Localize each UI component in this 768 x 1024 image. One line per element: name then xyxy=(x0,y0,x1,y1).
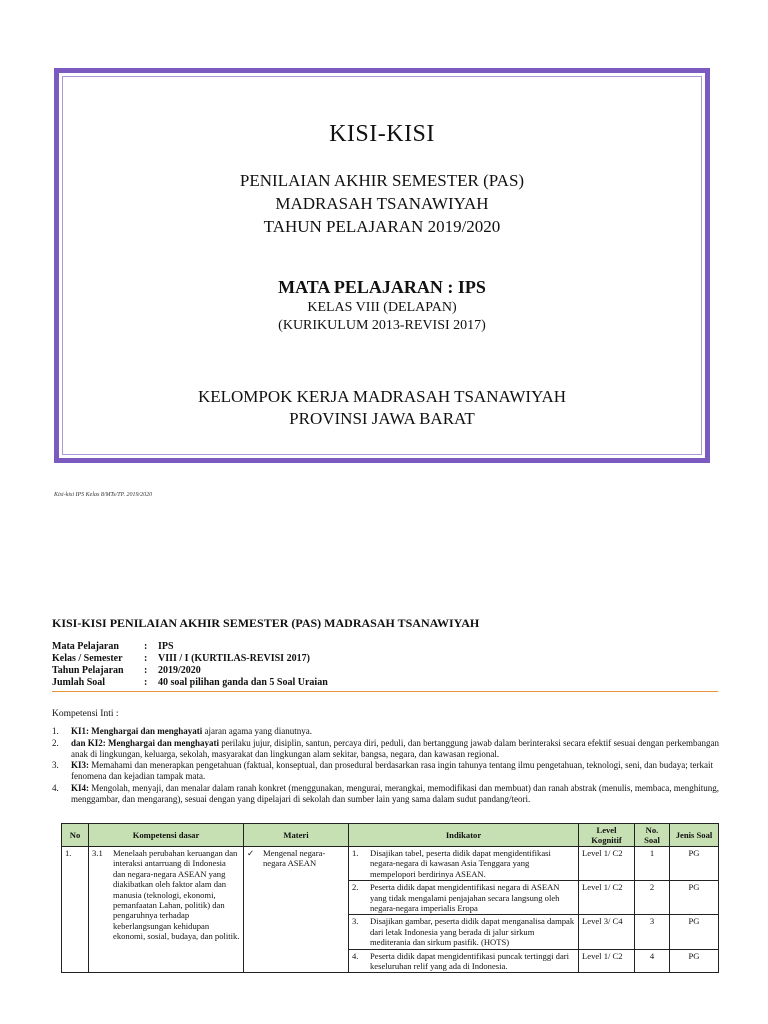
cell-level: Level 1/ C2 xyxy=(579,847,635,881)
ki-item xyxy=(52,783,720,805)
indicator-text: Peserta didik dapat mengidentifikasi negara di ASEAN yang tidak mengalami penjajahan secara langsung oleh negara-negara imperialis Eropa xyxy=(370,882,560,914)
ki-number: 4. xyxy=(52,782,59,793)
checkmark-icon: ✓ xyxy=(247,848,255,858)
col-header-no: No xyxy=(62,824,89,847)
meta-colon: : xyxy=(144,641,148,652)
document-meta xyxy=(52,641,328,689)
cell-jenis: PG xyxy=(670,847,719,881)
col-header-kd: Kompetensi dasar xyxy=(89,824,244,847)
indicator-number: 4. xyxy=(352,950,359,961)
meta-row xyxy=(52,665,328,677)
cell-nosoal: 3 xyxy=(635,915,670,949)
indicator-number: 1. xyxy=(352,848,359,858)
cell-level: Level 1/ C2 xyxy=(579,881,635,915)
materi-text: Mengenal negara-negara ASEAN xyxy=(263,848,326,869)
meta-key: Mata Pelajaran xyxy=(52,641,119,652)
meta-value: 2019/2020 xyxy=(158,665,201,676)
indicator-number: 3. xyxy=(352,916,359,927)
ki-number: 2. xyxy=(52,737,59,748)
cover-subject: MATA PELAJARAN : IPS xyxy=(278,277,486,297)
ki-item xyxy=(52,760,720,782)
cover-subtitle-line: MADRASAH TSANAWIYAH xyxy=(275,194,489,213)
ki-text: ajaran agama yang dianutnya. xyxy=(202,726,312,736)
cover-title: KISI-KISI xyxy=(329,121,435,147)
col-header-level: Level Kognitif xyxy=(579,824,635,847)
cell-jenis: PG xyxy=(670,949,719,973)
cover-frame xyxy=(54,68,710,463)
indicator-text: Peserta didik dapat mengidentifikasi puncak tertinggi dari keseluruhan relif yang ada di Indonesia. xyxy=(370,950,570,972)
cell-no: 1. xyxy=(62,847,89,973)
ki-bold: KI1: Menghargai dan menghayati xyxy=(71,726,203,736)
cell-level: Level 1/ C2 xyxy=(579,949,635,973)
table-row xyxy=(62,847,719,881)
cover-org-line: KELOMPOK KERJA MADRASAH TSANAWIYAH xyxy=(197,387,567,406)
cell-level: Level 3/ C4 xyxy=(579,915,635,949)
cover-subtitle-line: TAHUN PELAJARAN 2019/2020 xyxy=(263,217,501,236)
cover-org-line: PROVINSI JAWA BARAT xyxy=(289,409,475,428)
table-header-row xyxy=(62,824,719,847)
meta-key: Kelas / Semester xyxy=(52,653,123,664)
meta-row xyxy=(52,677,328,689)
col-header-indikator: Indikator xyxy=(349,824,579,847)
indicator-number: 2. xyxy=(352,882,359,893)
cover-class xyxy=(59,299,705,335)
cell-indikator xyxy=(349,949,579,973)
meta-value: IPS xyxy=(158,641,174,652)
col-header-jenis: Jenis Soal xyxy=(670,824,719,847)
cover-organization xyxy=(59,386,705,430)
cell-nosoal: 1 xyxy=(635,847,670,881)
meta-colon: : xyxy=(144,665,148,676)
cover-subtitle xyxy=(59,169,705,238)
col-header-nosoal: No. Soal xyxy=(635,824,670,847)
cell-indikator xyxy=(349,881,579,915)
meta-value: 40 soal pilihan ganda dan 5 Soal Uraian xyxy=(158,677,328,688)
cell-jenis: PG xyxy=(670,881,719,915)
cover-class-line: KELAS VIII (DELAPAN) xyxy=(307,300,457,315)
ki-item xyxy=(52,738,720,760)
ki-heading: Kompetensi Inti : xyxy=(52,709,119,719)
meta-key: Jumlah Soal xyxy=(52,677,106,688)
meta-key: Tahun Pelajaran xyxy=(52,665,124,676)
kd-number: 3.1 xyxy=(92,848,103,858)
cover-subtitle-line: PENILAIAN AKHIR SEMESTER (PAS) xyxy=(239,171,525,190)
cell-kompetensi-dasar xyxy=(89,847,244,973)
ki-text: Mengolah, menyaji, dan menalar dalam ranah konkret (menggunakan, mengurai, merangkai, memodifikasi dan membuat) dan ranah abstrak (menulis, membaca, menghitung, menggambar, dan mengarang), sesuai dengan yang dipelajari di sekolah dan sumber lain yang sama dalam sudut pandang/teori. xyxy=(71,782,720,804)
ki-item xyxy=(52,726,720,737)
meta-row xyxy=(52,653,328,665)
divider-rule xyxy=(52,691,718,692)
indicator-text: Disajikan tabel, peserta didik dapat mengidentifikasi negara-negara di kawasan Asia Tenggara yang mempelopori berdirinya ASEAN. xyxy=(370,848,551,879)
cell-indikator xyxy=(349,847,579,881)
meta-colon: : xyxy=(144,677,148,688)
ki-text: Memahami dan menerapkan pengetahuan (faktual, konseptual, dan prosedural berdasarkan rasa ingin tahunya tentang ilmu pengetahuan, teknologi, seni, dan budaya; terkait fenomena dan kejadian tampak mata. xyxy=(71,760,714,782)
ki-list xyxy=(52,726,720,806)
indicator-text: Disajikan gambar, peserta didik dapat menganalisa dampak dari letak Indonesia yang berada di jalur sirkum mediterania dan sirkum pasifik. (HOTS) xyxy=(370,916,575,948)
cell-nosoal: 4 xyxy=(635,949,670,973)
ki-text: perilaku jujur, disiplin, santun, percaya diri, peduli, dan bertanggung jawab dalam berinteraksi secara efektif sesuai dengan perkembangan anak di lingkungan, keluarga, sekolah, masyarakat dan lingkungan alam sekitar, bangsa, negara, dan kawasan regional. xyxy=(71,737,719,759)
meta-value: VIII / I (KURTILAS-REVISI 2017) xyxy=(158,653,310,664)
col-header-materi: Materi xyxy=(244,824,349,847)
ki-number: 1. xyxy=(52,726,59,736)
meta-colon: : xyxy=(144,653,148,664)
document-title: KISI-KISI PENILAIAN AKHIR SEMESTER (PAS) MADRASAH TSANAWIYAH xyxy=(52,616,480,630)
cell-nosoal: 2 xyxy=(635,881,670,915)
cover-curriculum-line: (KURIKULUM 2013-REVISI 2017) xyxy=(278,318,486,333)
kisi-table xyxy=(61,823,719,973)
meta-row xyxy=(52,641,328,653)
ki-bold: dan KI2: Menghargai dan menghayati xyxy=(71,737,220,748)
ki-bold: KI3: xyxy=(71,760,89,771)
cell-indikator xyxy=(349,915,579,949)
cell-materi xyxy=(244,847,349,973)
ki-number: 3. xyxy=(52,760,59,771)
cell-jenis: PG xyxy=(670,915,719,949)
kd-text: Menelaah perubahan keruangan dan interaksi antarruang di Indonesia dan negara-negara ASEAN yang diakibatkan oleh faktor alam dan manusia (teknologi, ekonomi, pemanfaatan Lahan, politik) dan pengaruhnya terhadap keberlangsungan kehidupan ekonomi, sosial, budaya, dan politik. xyxy=(113,848,240,942)
ki-bold: KI4: xyxy=(71,782,89,793)
page-footer-note: Kisi-kisi IPS Kelas 8/MTs/TP. 2019/2020 xyxy=(54,492,153,498)
